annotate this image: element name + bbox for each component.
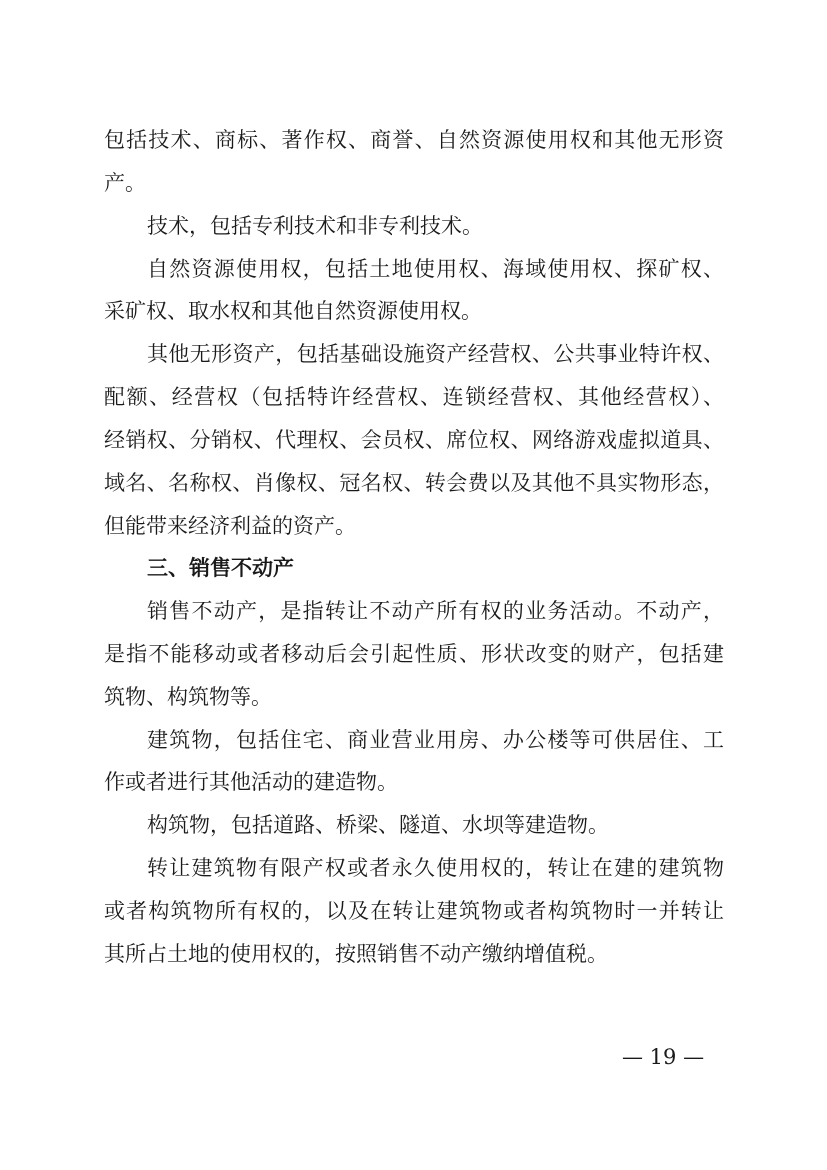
text-line: 采矿权、取水权和其他自然资源使用权。 (104, 299, 482, 323)
text-line: 产。 (104, 171, 146, 195)
text-line: 转让建筑物有限产权或者永久使用权的，转让在建的建筑物 (147, 856, 724, 880)
text-line: 但能带来经济利益的资产。 (104, 514, 356, 538)
text-line: 是指不能移动或者移动后会引起性质、形状改变的财产，包括建 (104, 642, 724, 666)
text-line: 筑物、构筑物等。 (104, 685, 272, 709)
text-line: 其所占土地的使用权的，按照销售不动产缴纳增值税。 (104, 942, 608, 966)
text-line: 经销权、分销权、代理权、会员权、席位权、网络游戏虚拟道具、 (104, 428, 724, 452)
text-line: 自然资源使用权，包括土地使用权、海域使用权、探矿权、 (147, 257, 724, 281)
text-line: 技术，包括专利技术和非专利技术。 (147, 214, 483, 238)
text-line: 其他无形资产，包括基础设施资产经营权、公共事业特许权、 (147, 342, 724, 366)
text-line: 构筑物，包括道路、桥梁、隧道、水坝等建造物。 (147, 813, 609, 837)
text-line: 销售不动产，是指转让不动产所有权的业务活动。不动产， (147, 599, 724, 623)
text-line: 或者构筑物所有权的，以及在转让建筑物或者构筑物时一并转让 (104, 899, 724, 923)
text-line: 包括技术、商标、著作权、商誉、自然资源使用权和其他无形资 (104, 128, 724, 152)
page-number: — 19 — (622, 1045, 705, 1069)
text-line: 建筑物，包括住宅、商业营业用房、办公楼等可供居住、工 (147, 728, 724, 752)
section-heading: 三、销售不动产 (147, 556, 294, 580)
text-line: 配额、经营权（包括特许经营权、连锁经营权、其他经营权）、 (104, 385, 724, 409)
text-line: 作或者进行其他活动的建造物。 (104, 770, 398, 794)
text-line: 域名、名称权、肖像权、冠名权、转会费以及其他不具实物形态， (104, 471, 724, 495)
